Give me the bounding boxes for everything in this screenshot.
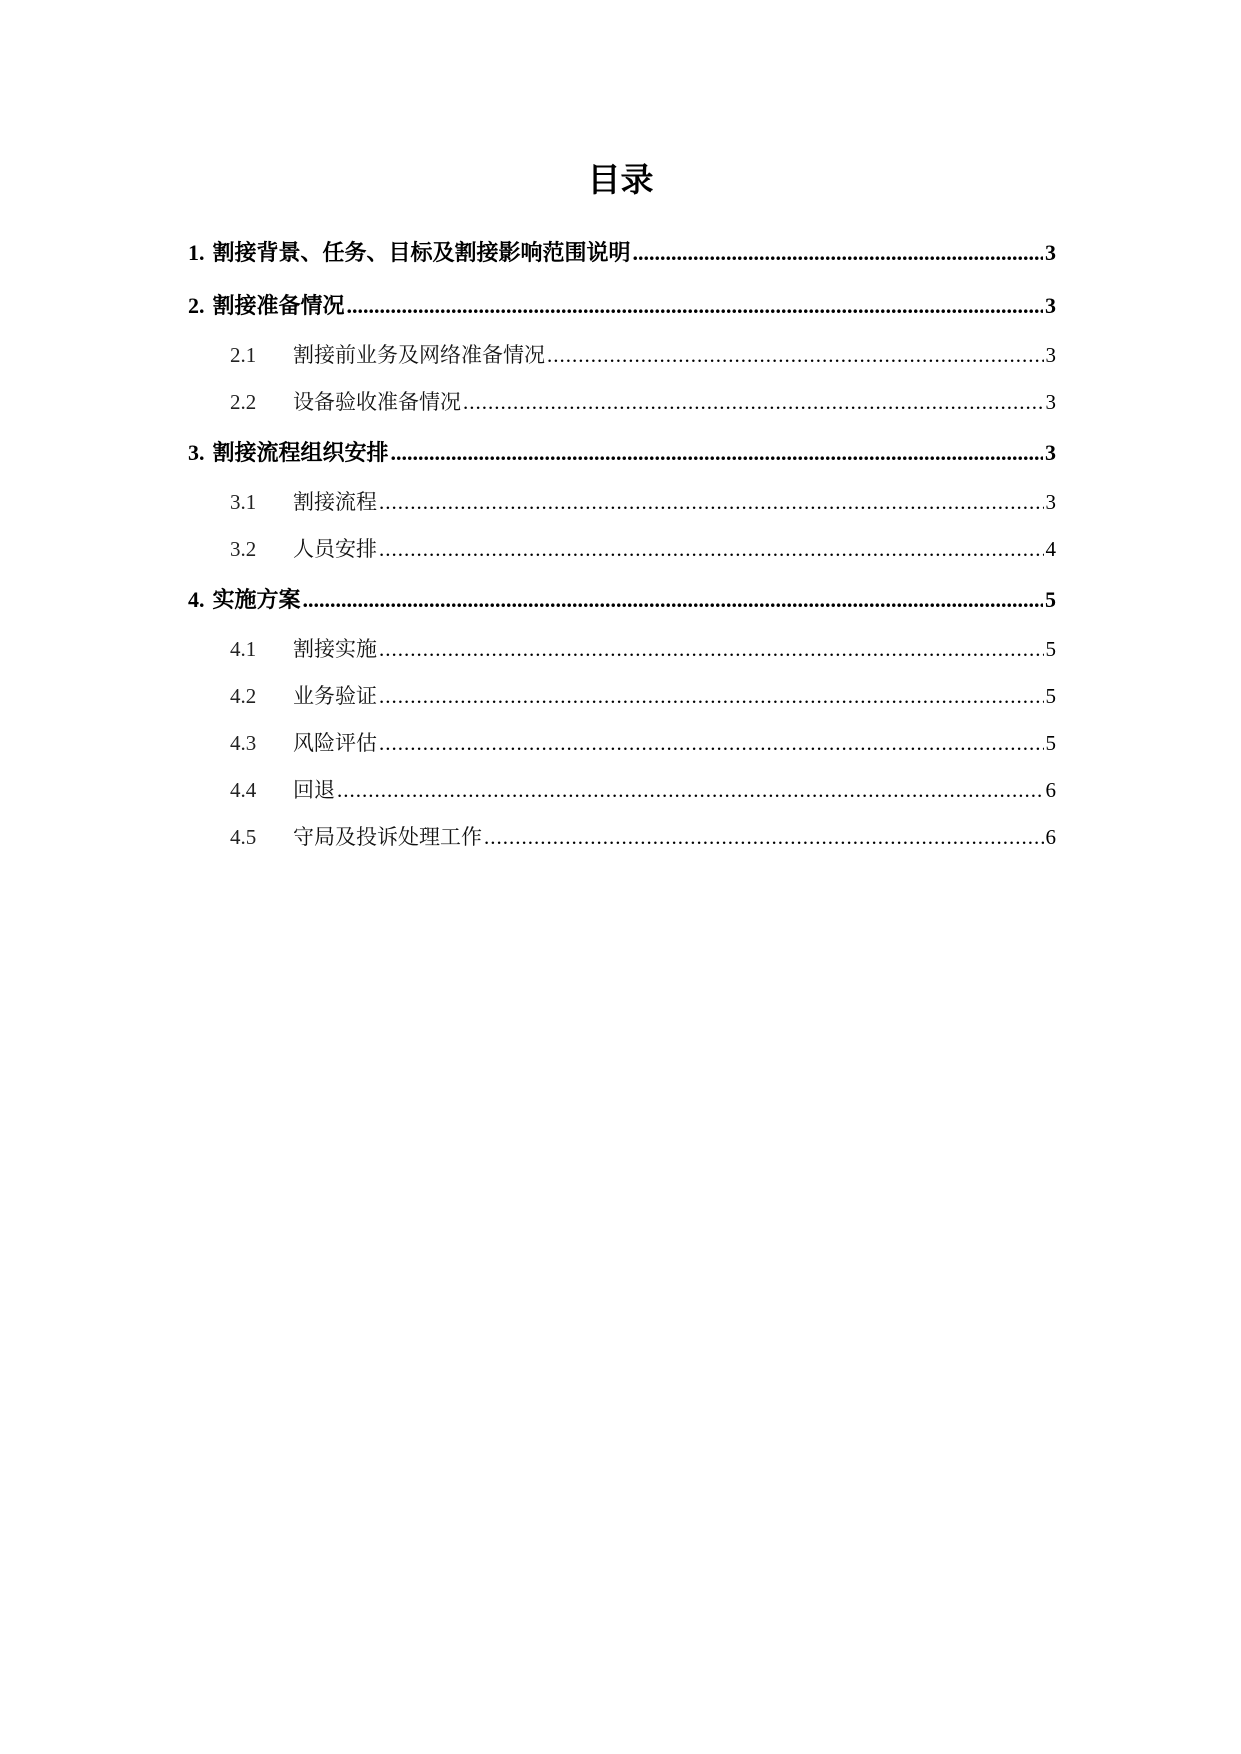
toc-entry-number: 3.1 xyxy=(230,490,257,514)
toc-entry-number: 3. xyxy=(188,440,205,465)
toc-entry-number: 4.5 xyxy=(230,825,257,849)
toc-entry-label: 人员安排 xyxy=(293,537,377,561)
toc-entry-page: 4 xyxy=(1045,537,1056,561)
toc-dot-leader xyxy=(347,279,1043,332)
toc-entry-number: 4.3 xyxy=(230,731,257,755)
toc-dot-leader xyxy=(379,626,1044,673)
toc-dot-leader xyxy=(391,426,1043,479)
toc-entry-number: 4.2 xyxy=(230,684,257,708)
toc-entry-page: 3 xyxy=(1045,390,1056,414)
toc-entry-3[interactable] xyxy=(188,426,1056,479)
toc-dot-leader xyxy=(303,573,1043,626)
toc-entry-label: 割接流程 xyxy=(293,490,377,514)
toc-entry-number: 1. xyxy=(188,240,205,265)
toc-entry-label: 回退 xyxy=(293,778,335,802)
toc-list xyxy=(188,226,1056,861)
toc-entry-number: 4.1 xyxy=(230,637,257,661)
toc-entry-page: 5 xyxy=(1045,731,1056,755)
toc-dot-leader xyxy=(337,767,1044,814)
toc-entry-label: 风险评估 xyxy=(293,731,377,755)
toc-entry-number: 4. xyxy=(188,587,205,612)
toc-entry-page: 5 xyxy=(1045,637,1056,661)
toc-dot-leader xyxy=(379,720,1044,767)
toc-entry-label: 割接背景、任务、目标及割接影响范围说明 xyxy=(212,241,631,266)
toc-entry-number: 2.2 xyxy=(230,390,257,414)
toc-entry-label: 割接实施 xyxy=(293,637,377,661)
toc-entry-3-1[interactable] xyxy=(188,479,1056,526)
toc-entry-number: 2. xyxy=(188,293,205,318)
toc-entry-page: 3 xyxy=(1045,293,1056,318)
toc-entry-label: 割接流程组织安排 xyxy=(212,441,389,466)
toc-entry-page: 5 xyxy=(1045,684,1056,708)
toc-entry-label: 割接前业务及网络准备情况 xyxy=(293,343,545,367)
toc-entry-number: 4.4 xyxy=(230,778,257,802)
toc-entry-page: 6 xyxy=(1045,778,1056,802)
toc-entry-label: 割接准备情况 xyxy=(212,294,345,319)
toc-entry-page: 3 xyxy=(1045,440,1056,465)
toc-entry-2-2[interactable] xyxy=(188,379,1056,426)
toc-dot-leader xyxy=(379,673,1044,720)
toc-entry-label: 实施方案 xyxy=(212,588,301,613)
toc-dot-leader xyxy=(463,379,1044,426)
toc-entry-label: 守局及投诉处理工作 xyxy=(293,825,482,849)
toc-entry-page: 6 xyxy=(1045,825,1056,849)
toc-dot-leader xyxy=(379,479,1044,526)
toc-entry-label: 业务验证 xyxy=(293,684,377,708)
toc-title: 目录 xyxy=(587,160,654,199)
toc-entry-4-3[interactable] xyxy=(188,720,1056,767)
toc-entry-page: 3 xyxy=(1045,343,1056,367)
toc-entry-page: 3 xyxy=(1045,490,1056,514)
toc-dot-leader xyxy=(547,332,1044,379)
toc-entry-2-1[interactable] xyxy=(188,332,1056,379)
toc-entry-4[interactable] xyxy=(188,573,1056,626)
toc-entry-page: 3 xyxy=(1045,240,1056,265)
toc-entry-4-4[interactable] xyxy=(188,767,1056,814)
toc-entry-3-2[interactable] xyxy=(188,526,1056,573)
toc-dot-leader xyxy=(484,814,1044,861)
toc-dot-leader xyxy=(633,226,1043,279)
toc-entry-page: 5 xyxy=(1045,587,1056,612)
toc-entry-number: 2.1 xyxy=(230,343,257,367)
toc-dot-leader xyxy=(379,526,1044,573)
toc-entry-number: 3.2 xyxy=(230,537,257,561)
toc-entry-1[interactable] xyxy=(188,226,1056,279)
toc-entry-4-5[interactable] xyxy=(188,814,1056,861)
toc-entry-4-1[interactable] xyxy=(188,626,1056,673)
toc-entry-label: 设备验收准备情况 xyxy=(293,390,461,414)
toc-entry-2[interactable] xyxy=(188,279,1056,332)
toc-entry-4-2[interactable] xyxy=(188,673,1056,720)
